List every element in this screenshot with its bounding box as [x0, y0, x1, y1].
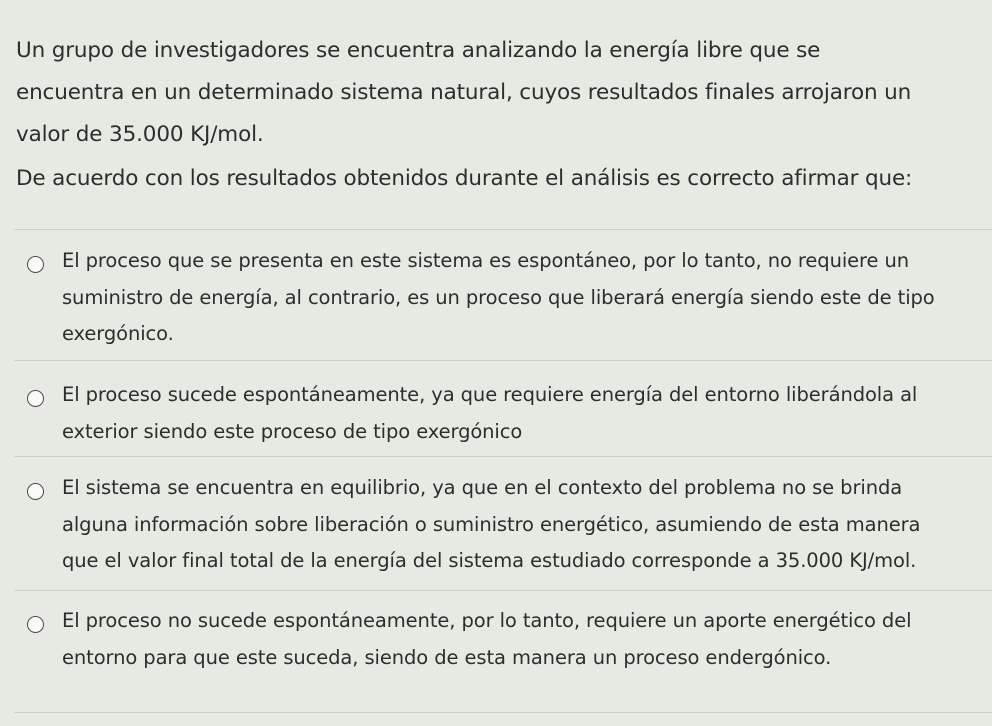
divider: [14, 456, 992, 457]
option-line: alguna información sobre liberación o suministro energético, asumiendo de esta manera: [62, 512, 921, 536]
option-line: El sistema se encuentra en equilibrio, ya que en el contexto del problema no se brinda: [62, 476, 903, 499]
question-line: valor de 35.000 KJ/mol.: [16, 122, 264, 147]
divider: [14, 590, 992, 591]
answer-option-4[interactable]: [22, 603, 987, 676]
option-line: entorno para que este suceda, siendo de esta manera un proceso endergónico.: [62, 645, 832, 669]
divider: [14, 360, 992, 361]
answer-option-2[interactable]: [22, 377, 987, 450]
radio-button-icon[interactable]: [27, 256, 44, 273]
question-text: [16, 30, 986, 200]
answer-option-1[interactable]: [22, 243, 987, 353]
divider: [14, 229, 992, 230]
answer-option-3[interactable]: [22, 470, 987, 580]
question-prompt: De acuerdo con los resultados obtenidos durante el análisis es correcto afirmar que:: [16, 166, 913, 191]
option-line: El proceso que se presenta en este sistema es espontáneo, por lo tanto, no requiere un: [62, 249, 910, 272]
radio-button-icon[interactable]: [27, 483, 44, 500]
radio-button-icon[interactable]: [27, 616, 44, 633]
divider: [14, 712, 992, 713]
question-line: encuentra en un determinado sistema natural, cuyos resultados finales arrojaron un: [16, 80, 912, 105]
option-line: El proceso sucede espontáneamente, ya que requiere energía del entorno liberándola al: [62, 383, 918, 406]
option-line: exterior siendo este proceso de tipo exergónico: [62, 419, 523, 443]
option-line: exergónico.: [62, 322, 174, 345]
option-line: que el valor final total de la energía del sistema estudiado corresponde a 35.000 KJ/mol.: [62, 549, 917, 572]
radio-button-icon[interactable]: [27, 390, 44, 407]
question-line: Un grupo de investigadores se encuentra analizando la energía libre que se: [16, 38, 821, 63]
option-line: suministro de energía, al contrario, es un proceso que liberará energía siendo este de tipo: [62, 285, 935, 309]
option-line: El proceso no sucede espontáneamente, por lo tanto, requiere un aporte energético del: [62, 609, 912, 632]
